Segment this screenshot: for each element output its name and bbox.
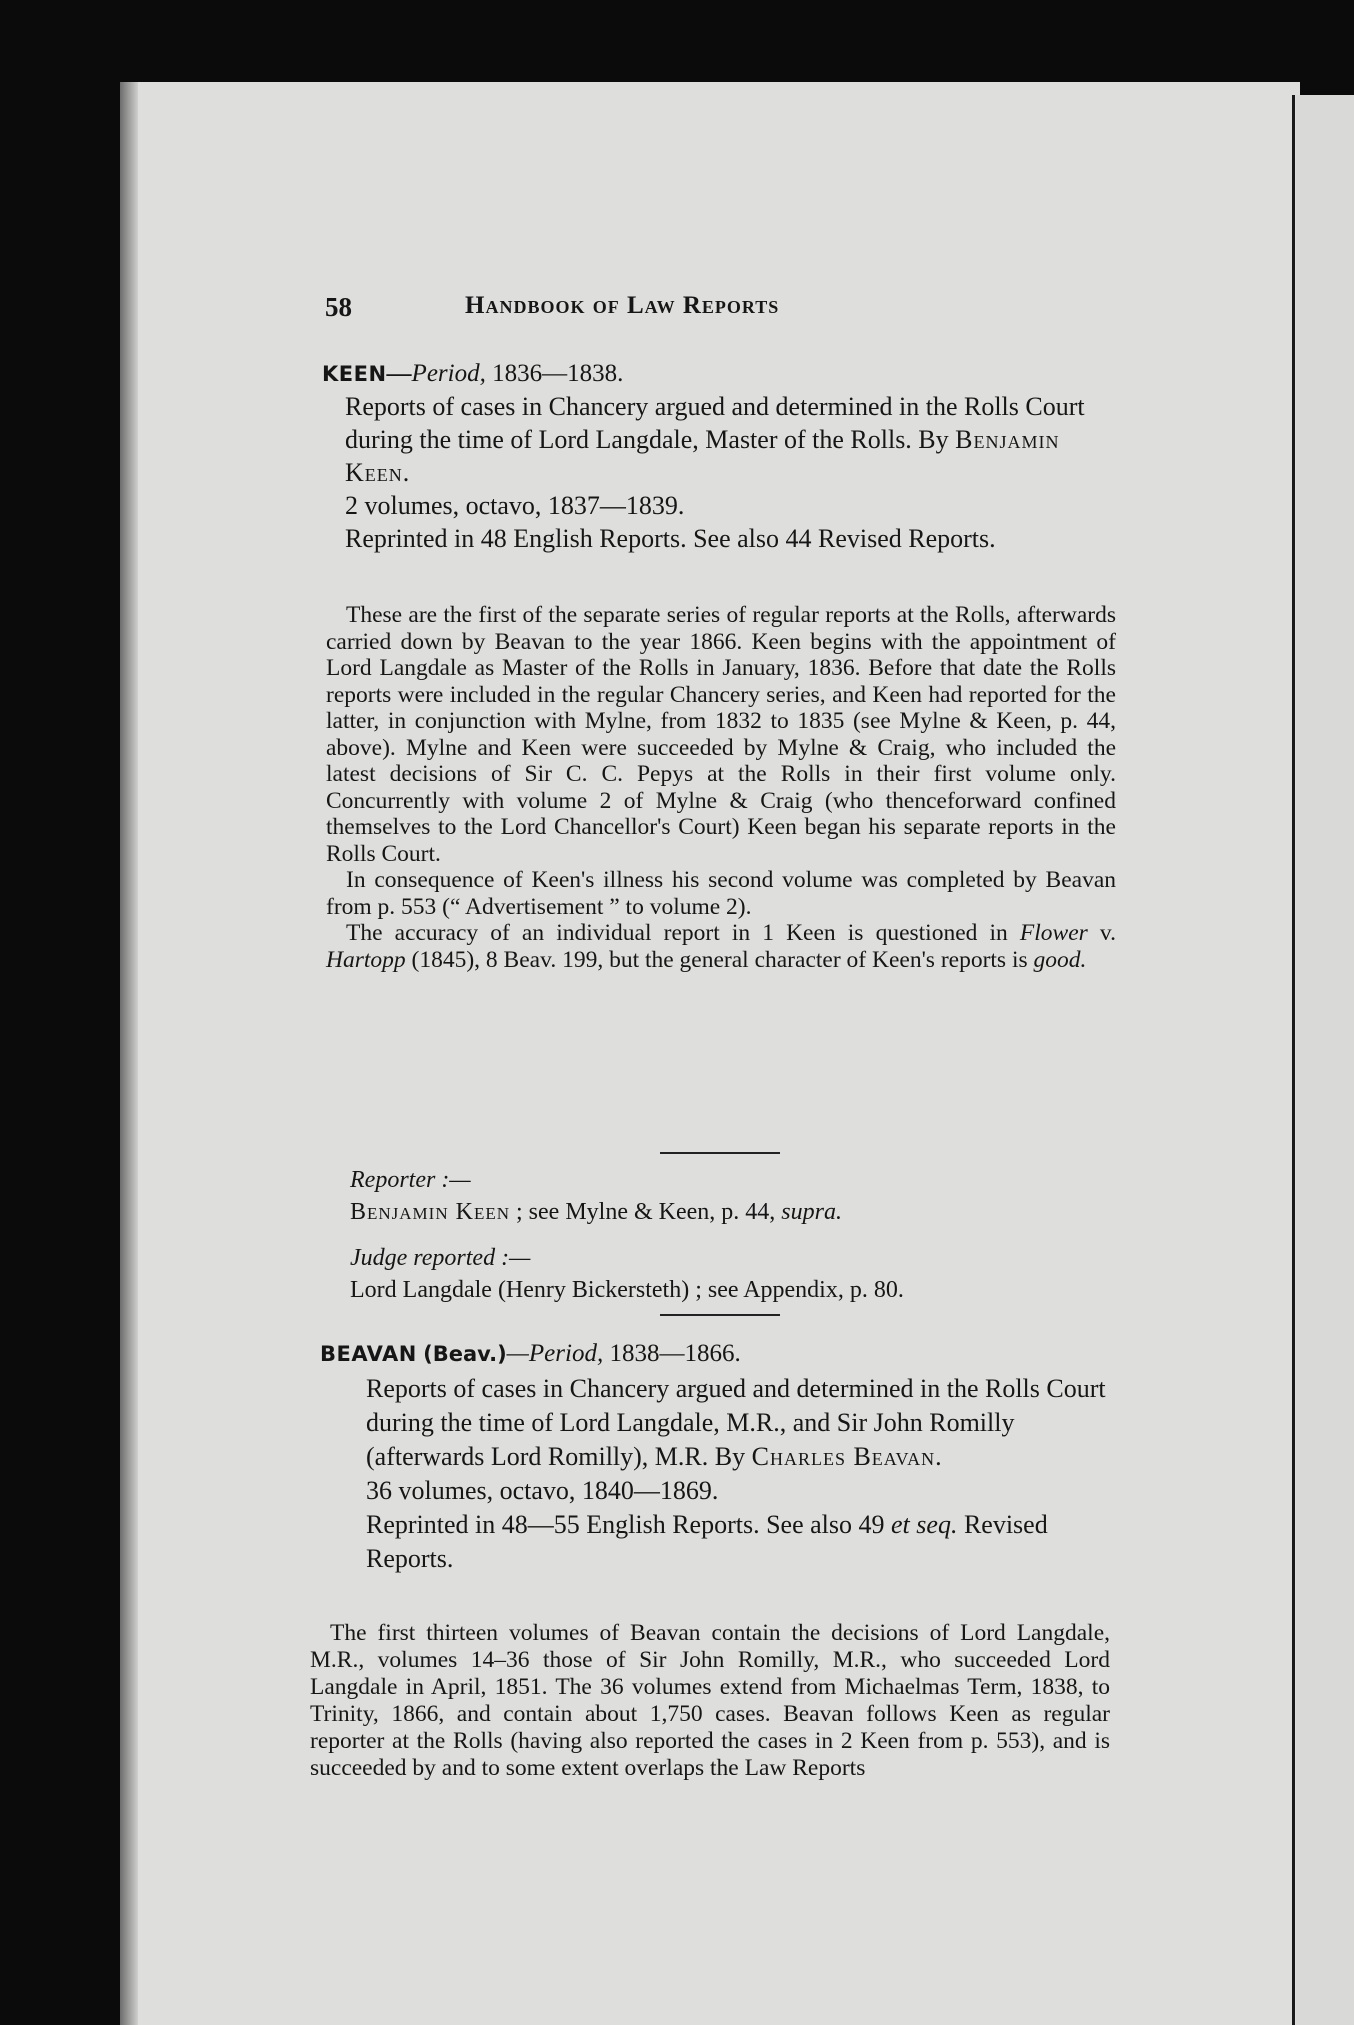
- beavan-abbr: (Beav.): [423, 1342, 507, 1366]
- judge-label: Judge reported :—: [350, 1245, 531, 1271]
- keen-judge: [350, 1242, 904, 1306]
- keen-heading: KEEN—Period, 1836—1838.: [322, 360, 624, 387]
- section-rule: [660, 1314, 780, 1316]
- keen-case-flower: Flower: [1019, 920, 1088, 946]
- beavan-reprint: [366, 1508, 1126, 1576]
- keen-para3-text-b: (1845), 8 Beav. 199, but the general character of Keen's reports is: [411, 946, 1028, 973]
- keen-good: good.: [1033, 946, 1087, 973]
- keen-paragraph-2: In consequence of Keen's illness his second volume was completed by Beavan from p. 553 (“ Advertisement ” to volume 2).: [326, 867, 1116, 920]
- beavan-paragraph-1: The first thirteen volumes of Beavan contain the decisions of Lord Langdale, M.R., volumes 14–36 those of Sir John Romilly, M.R., who succeeded Lord Langdale in April, 1851. The 36 volumes extend from Michaelmas Term, 1838, to Trinity, 1866, and contain about 1,750 cases. Beavan follows Keen as regular reporter at the Rolls (having also reported the cases in 2 Keen from p. 553), and is succeeded by and to some extent overlaps the Law Reports: [310, 1620, 1110, 1781]
- keen-paragraph-1: These are the first of the separate series of regular reports at the Rolls, afterwards carried down by Beavan to the year 1866. Keen begins with the appointment of Lord Langdale as Master of the Rolls in January, 1836. Before that date the Rolls reports were included in the regular Chancery series, and Keen had reported for the latter, in conjunction with Mylne, from 1832 to 1835 (see Mylne & Keen, p. 44, above). Mylne and Keen were succeeded by Mylne & Craig, who included the latest decisions of Sir C. C. Pepys at the Rolls in their first volume only. Concurrently with volume 2 of Mylne & Craig (who thenceforward confined themselves to the Lord Chancellor's Court) Keen began his separate reports in the Rolls Court.: [326, 602, 1116, 867]
- beavan-et-seq: et seq.: [891, 1510, 958, 1539]
- keen-paragraph-3: [326, 920, 1116, 973]
- keen-case-hartopp: Hartopp: [326, 946, 406, 973]
- judge-text: Lord Langdale (Henry Bickersteth) ; see Appendix, p. 80.: [350, 1277, 904, 1303]
- page-edge-line: [1292, 95, 1295, 2025]
- page-gutter-shadow: [120, 82, 138, 2025]
- beavan-commentary: [310, 1620, 1110, 1782]
- reporter-ref: ; see Mylne & Keen, p. 44,: [516, 1199, 776, 1225]
- beavan-heading: [320, 1340, 741, 1368]
- page-number: 58: [325, 292, 352, 322]
- beavan-name: BEAVAN: [320, 1342, 417, 1366]
- beavan-reprint-b: Revised Reports.: [366, 1510, 1048, 1573]
- keen-para3-text-a: The accuracy of an individual report in 1 Keen is questioned in: [346, 920, 1008, 946]
- section-rule: [660, 1152, 780, 1154]
- keen-reporter: [350, 1164, 842, 1228]
- keen-period-label: Period,: [411, 360, 486, 387]
- beavan-description: [366, 1372, 1126, 1576]
- keen-commentary: [326, 602, 1116, 973]
- running-title: Handbook of Law Reports: [465, 292, 780, 319]
- keen-years: 1836—1838.: [492, 360, 624, 387]
- beavan-years: 1838—1866.: [609, 1340, 741, 1367]
- book-page: [120, 82, 1300, 2025]
- page-header: [325, 292, 1045, 342]
- keen-reprint: Reprinted in 48 English Reports. See also 44 Revised Reports.: [345, 524, 996, 553]
- keen-name: KEEN: [322, 362, 387, 386]
- keen-description: [345, 390, 1125, 555]
- beavan-period-label: —Period,: [506, 1340, 604, 1367]
- keen-case-v: v.: [1099, 920, 1117, 946]
- beavan-volumes: 36 volumes, octavo, 1840—1869.: [366, 1476, 719, 1505]
- beavan-desc-text: Reports of cases in Chancery argued and determined in the Rolls Court during the time of Lord Langdale, M.R., and Sir John Romilly (afterwards Lord Romilly), M.R. By: [366, 1374, 1106, 1471]
- adjacent-page-edge: [1296, 95, 1354, 2025]
- reporter-label: Reporter :—: [350, 1167, 471, 1193]
- keen-author: Benjamin Keen.: [345, 425, 1060, 487]
- keen-desc-text: Reports of cases in Chancery argued and determined in the Rolls Court during the time of Lord Langdale, Master of the Rolls. By: [345, 392, 1085, 454]
- keen-volumes: 2 volumes, octavo, 1837—1839.: [345, 491, 685, 520]
- beavan-author: Charles Beavan.: [751, 1442, 943, 1471]
- beavan-reprint-a: Reprinted in 48—55 English Reports. See also 49: [366, 1510, 885, 1539]
- reporter-name: Benjamin Keen: [350, 1199, 510, 1225]
- reporter-supra: supra.: [781, 1199, 842, 1225]
